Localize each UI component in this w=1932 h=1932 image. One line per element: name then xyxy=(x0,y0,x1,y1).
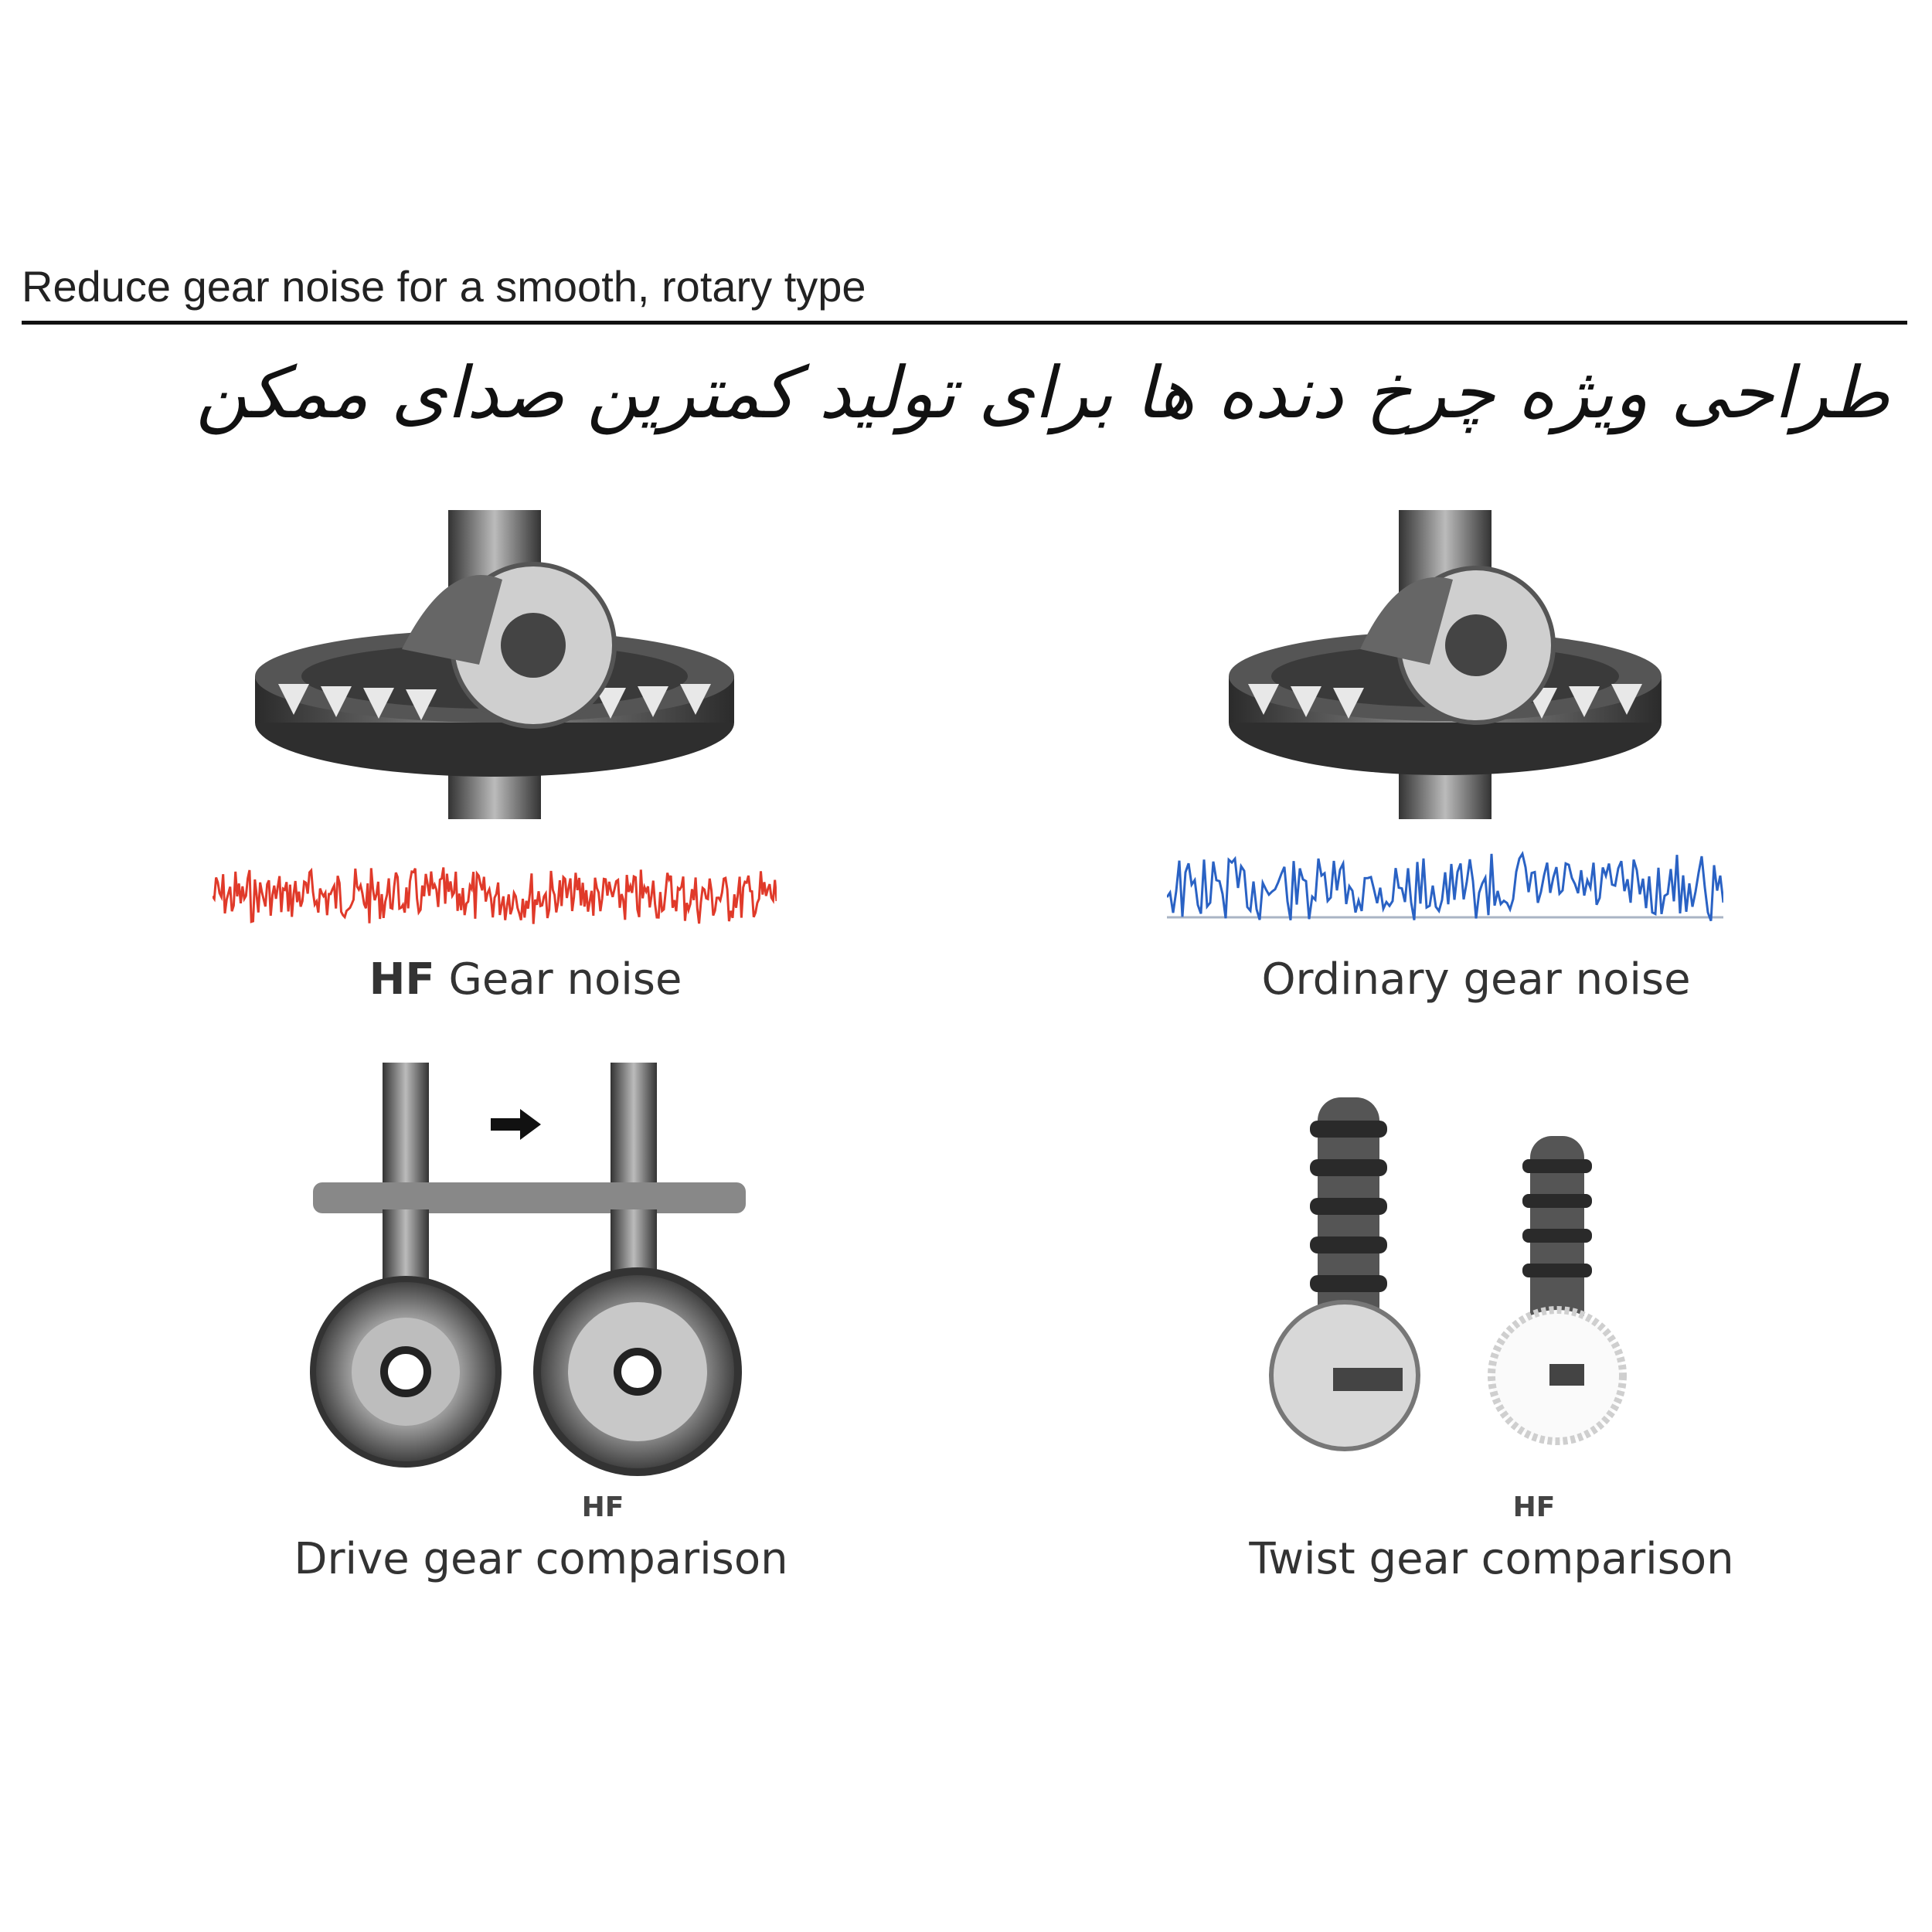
hf-noise-caption xyxy=(325,954,726,1005)
persian-title: طراحی ویژه چرخ دنده ها برای تولید کمترین صدای ممکن xyxy=(196,352,1889,434)
hf-noise-waveform xyxy=(213,858,777,935)
ordinary-noise-waveform xyxy=(1167,846,1723,947)
hf-bevel-gear-image xyxy=(247,510,742,819)
ordinary-bevel-gear-image xyxy=(1221,510,1669,819)
drive-gear-caption: Drive gear comparison xyxy=(294,1534,788,1584)
drive-gear-image xyxy=(305,1063,753,1480)
twist-gear-caption: Twist gear comparison xyxy=(1249,1534,1734,1584)
arrow-right-icon xyxy=(491,1109,541,1140)
headline: Reduce gear noise for a smooth, rotary type xyxy=(22,262,866,311)
ordinary-noise-caption: Ordinary gear noise xyxy=(1261,954,1691,1005)
twist-hf-tag: HF xyxy=(1512,1492,1556,1523)
divider xyxy=(22,321,1907,325)
hf-brand: HF xyxy=(369,954,435,1005)
drive-hf-tag: HF xyxy=(581,1492,624,1523)
twist-gear-image xyxy=(1267,1097,1669,1453)
hf-noise-label: Gear noise xyxy=(448,954,682,1005)
